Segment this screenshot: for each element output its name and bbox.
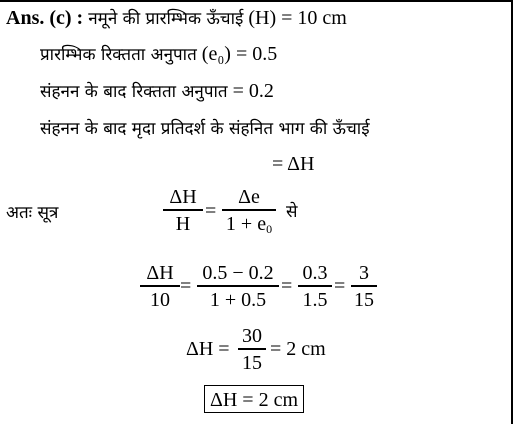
formula-lhs-fraction [163, 186, 203, 235]
calc2-lhs: ΔH = [186, 338, 230, 360]
final-void-ratio-value: = 0.2 [232, 80, 274, 102]
formula-prefix: अतः सूत्र [6, 203, 59, 223]
final-void-ratio-line [40, 79, 274, 104]
calc2-fraction: 30 15 [238, 325, 266, 374]
fraction-bar [197, 285, 279, 287]
fraction-bar [351, 285, 377, 287]
equals-sign: = [180, 275, 192, 297]
equals-sign: = [281, 275, 293, 297]
initial-void-ratio-line [40, 42, 277, 67]
answer-label: Ans. (c) : [6, 7, 84, 29]
initial-height-value: (H) = 10 cm [248, 7, 347, 29]
formula-rhs-numerator: Δe [238, 186, 260, 208]
fraction-bar [238, 348, 266, 350]
formula-rhs-fraction [222, 186, 276, 240]
top-border-line [0, 0, 513, 2]
equals-sign: = [205, 200, 217, 222]
formula-suffix: से [286, 202, 298, 222]
calc2-rhs: = 2 cm [270, 338, 326, 360]
formula-rhs-denominator: $1 + e_0$ [225, 212, 273, 236]
final-void-ratio-label: संहनन के बाद रिक्तता अनुपात [40, 82, 228, 102]
answer-line-initial-height [6, 6, 347, 31]
final-answer-box: ΔH = 2 cm [204, 385, 304, 413]
fraction-bar [163, 209, 203, 211]
fraction-bar [222, 209, 276, 211]
initial-height-label: नमूने की प्रारम्भिक ऊँचाई [88, 9, 244, 29]
fraction-bar [298, 285, 332, 287]
equals-sign: = [334, 275, 346, 297]
delta-h-line [272, 152, 314, 176]
calc-fraction-2: 0.5 − 0.2 1 + 0.5 [197, 262, 279, 311]
initial-void-ratio-value: (e₀) = 0.5 [201, 43, 278, 65]
fraction-bar [140, 285, 180, 287]
calc-fraction-4: 3 15 [351, 262, 377, 311]
formula-lhs-numerator: ΔH [169, 186, 197, 208]
formula-lhs-denominator: H [175, 212, 191, 235]
compressed-height-line [40, 116, 370, 141]
compressed-height-label: संहनन के बाद मृदा प्रतिदर्श के संहनित भाग की ऊँचाई [40, 119, 370, 139]
calc-fraction-3: 0.3 1.5 [298, 262, 332, 311]
delta-h-value: = ΔH [272, 153, 315, 175]
calc-fraction-1: ΔH 10 [140, 262, 180, 311]
initial-void-ratio-label: प्रारम्भिक रिक्तता अनुपात [40, 45, 197, 65]
